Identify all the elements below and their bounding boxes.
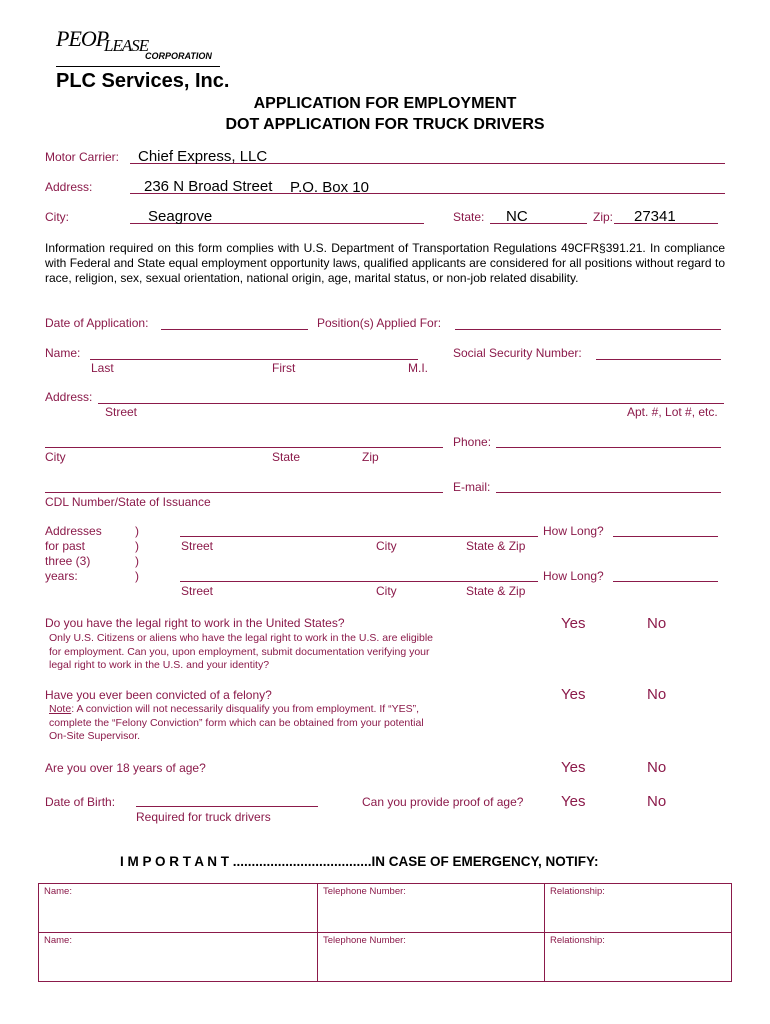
carrier-state-label: State: bbox=[453, 210, 485, 224]
past-1-street-sub: Street bbox=[181, 539, 214, 553]
q-felony-yes[interactable]: Yes bbox=[561, 686, 586, 703]
address-street-sub: Street bbox=[105, 405, 138, 419]
q-felony-no[interactable]: No bbox=[647, 686, 667, 703]
emergency-phone-label: Telephone Number: bbox=[323, 886, 406, 897]
q-legal-right-note: Only U.S. Citizens or aliens who have the legal right to work in the U.S. are eligible for employment. Can you, upon employment, submit documentation verifying your legal right to work in the U.S. and your identity? bbox=[49, 632, 434, 671]
logo-peop: PEOP bbox=[56, 26, 109, 51]
past-2-statezip-sub: State & Zip bbox=[466, 584, 526, 598]
past-1-howlong-field[interactable] bbox=[613, 536, 718, 537]
page-title: APPLICATION FOR EMPLOYMENT bbox=[253, 95, 517, 112]
past-1-city-sub: City bbox=[376, 539, 397, 553]
name-mi-sub: M.I. bbox=[408, 361, 428, 375]
carrier-address-label: Address: bbox=[45, 180, 93, 194]
emergency-relationship-cell[interactable] bbox=[545, 933, 732, 982]
motor-carrier-label: Motor Carrier: bbox=[45, 150, 120, 164]
q-proof-age-yes[interactable]: Yes bbox=[561, 793, 586, 810]
emergency-table bbox=[38, 883, 732, 982]
name-label: Name: bbox=[45, 346, 81, 360]
q-legal-right-no[interactable]: No bbox=[647, 615, 667, 632]
emergency-heading: I M P O R T A N T .....................................IN CASE OF EMERGENCY, NOTIFY: bbox=[120, 854, 599, 869]
past-1-howlong-label: How Long? bbox=[543, 524, 604, 538]
motor-carrier-value[interactable]: Chief Express, LLC bbox=[138, 148, 268, 165]
note-label: Note bbox=[49, 703, 72, 715]
note-text: : A conviction will not necessarily disqualify you from employment. If “YES”, complete the “Felony Conviction” form which can be obtained from your potential On-Site Supervisor. bbox=[49, 703, 424, 742]
carrier-address-value[interactable]: 236 N Broad Street bbox=[144, 178, 273, 195]
emergency-name-cell[interactable] bbox=[39, 933, 318, 982]
past-addresses-label-3: three (3) bbox=[45, 554, 91, 568]
carrier-state-value[interactable]: NC bbox=[506, 208, 528, 225]
name-last-sub: Last bbox=[91, 361, 114, 375]
phone-label: Phone: bbox=[453, 435, 492, 449]
logo-rule bbox=[56, 66, 220, 67]
cdl-sub: CDL Number/State of Issuance bbox=[45, 495, 211, 509]
dob-sub: Required for truck drivers bbox=[136, 810, 271, 824]
position-label: Position(s) Applied For: bbox=[317, 316, 442, 330]
past-2-street-sub: Street bbox=[181, 584, 214, 598]
past-address-1-field[interactable] bbox=[180, 536, 538, 537]
paren-4: ) bbox=[135, 569, 139, 583]
emergency-relationship-label: Relationship: bbox=[550, 886, 605, 897]
emergency-name-label: Name: bbox=[44, 886, 72, 897]
emergency-phone-cell[interactable] bbox=[318, 884, 545, 933]
city-state-zip-field[interactable] bbox=[45, 447, 443, 448]
dob-field[interactable] bbox=[136, 806, 318, 807]
logo-lease: LEASE bbox=[104, 36, 149, 55]
emergency-row bbox=[39, 884, 732, 933]
ssn-field[interactable] bbox=[596, 359, 721, 360]
page-subtitle: DOT APPLICATION FOR TRUCK DRIVERS bbox=[225, 116, 545, 133]
name-field[interactable] bbox=[90, 359, 418, 360]
state-sub: State bbox=[272, 450, 301, 464]
carrier-city-label: City: bbox=[45, 210, 69, 224]
emergency-row bbox=[39, 933, 732, 982]
address-apt-sub: Apt. #, Lot #, etc. bbox=[627, 405, 718, 419]
past-2-city-sub: City bbox=[376, 584, 397, 598]
past-addresses-label-4: years: bbox=[45, 569, 78, 583]
address-label: Address: bbox=[45, 390, 93, 404]
name-first-sub: First bbox=[272, 361, 296, 375]
q-over-18-no[interactable]: No bbox=[647, 759, 667, 776]
q-legal-right: Do you have the legal right to work in the United States? bbox=[45, 616, 345, 630]
email-label: E-mail: bbox=[453, 480, 491, 494]
company-name: PLC Services, Inc. bbox=[56, 70, 230, 92]
compliance-info: Information required on this form complies with U.S. Department of Transportation Regulations 49CFR§391.21. In compliance with Federal and State equal employment opportunity laws, qualified applicants are considered for all positions without regard to race, religion, sex, sexual orientation, national origin, age, marital status, or non-job related disability. bbox=[45, 241, 725, 285]
dob-label: Date of Birth: bbox=[45, 795, 116, 809]
logo-corporation: CORPORATION bbox=[145, 51, 212, 61]
date-of-application-field[interactable] bbox=[161, 329, 308, 330]
past-address-2-field[interactable] bbox=[180, 581, 538, 582]
past-2-howlong-field[interactable] bbox=[613, 581, 718, 582]
q-over-18-yes[interactable]: Yes bbox=[561, 759, 586, 776]
carrier-zip-value[interactable]: 27341 bbox=[634, 208, 676, 225]
q-proof-age: Can you provide proof of age? bbox=[362, 795, 524, 809]
cdl-field[interactable] bbox=[45, 492, 443, 493]
q-proof-age-no[interactable]: No bbox=[647, 793, 667, 810]
date-of-application-label: Date of Application: bbox=[45, 316, 149, 330]
zip-sub: Zip bbox=[362, 450, 379, 464]
emergency-name-label: Name: bbox=[44, 935, 72, 946]
address-field[interactable] bbox=[98, 403, 724, 404]
past-addresses-label-2: for past bbox=[45, 539, 86, 553]
carrier-city-value[interactable]: Seagrove bbox=[148, 208, 213, 225]
q-felony: Have you ever been convicted of a felony? bbox=[45, 688, 272, 702]
emergency-name-cell[interactable] bbox=[39, 884, 318, 933]
emergency-phone-cell[interactable] bbox=[318, 933, 545, 982]
q-over-18: Are you over 18 years of age? bbox=[45, 761, 206, 775]
city-sub: City bbox=[45, 450, 66, 464]
paren-2: ) bbox=[135, 539, 139, 553]
paren-3: ) bbox=[135, 554, 139, 568]
q-legal-right-yes[interactable]: Yes bbox=[561, 615, 586, 632]
email-field[interactable] bbox=[496, 492, 721, 493]
position-field[interactable] bbox=[455, 329, 721, 330]
carrier-po-box-value[interactable]: P.O. Box 10 bbox=[290, 179, 369, 196]
emergency-phone-label: Telephone Number: bbox=[323, 935, 406, 946]
past-1-statezip-sub: State & Zip bbox=[466, 539, 526, 553]
past-2-howlong-label: How Long? bbox=[543, 569, 604, 583]
emergency-relationship-cell[interactable] bbox=[545, 884, 732, 933]
ssn-label: Social Security Number: bbox=[453, 346, 582, 360]
emergency-relationship-label: Relationship: bbox=[550, 935, 605, 946]
q-felony-note bbox=[49, 703, 444, 744]
paren-1: ) bbox=[135, 524, 139, 538]
phone-field[interactable] bbox=[496, 447, 721, 448]
carrier-zip-label: Zip: bbox=[593, 210, 614, 224]
past-addresses-label-1: Addresses bbox=[45, 524, 102, 538]
